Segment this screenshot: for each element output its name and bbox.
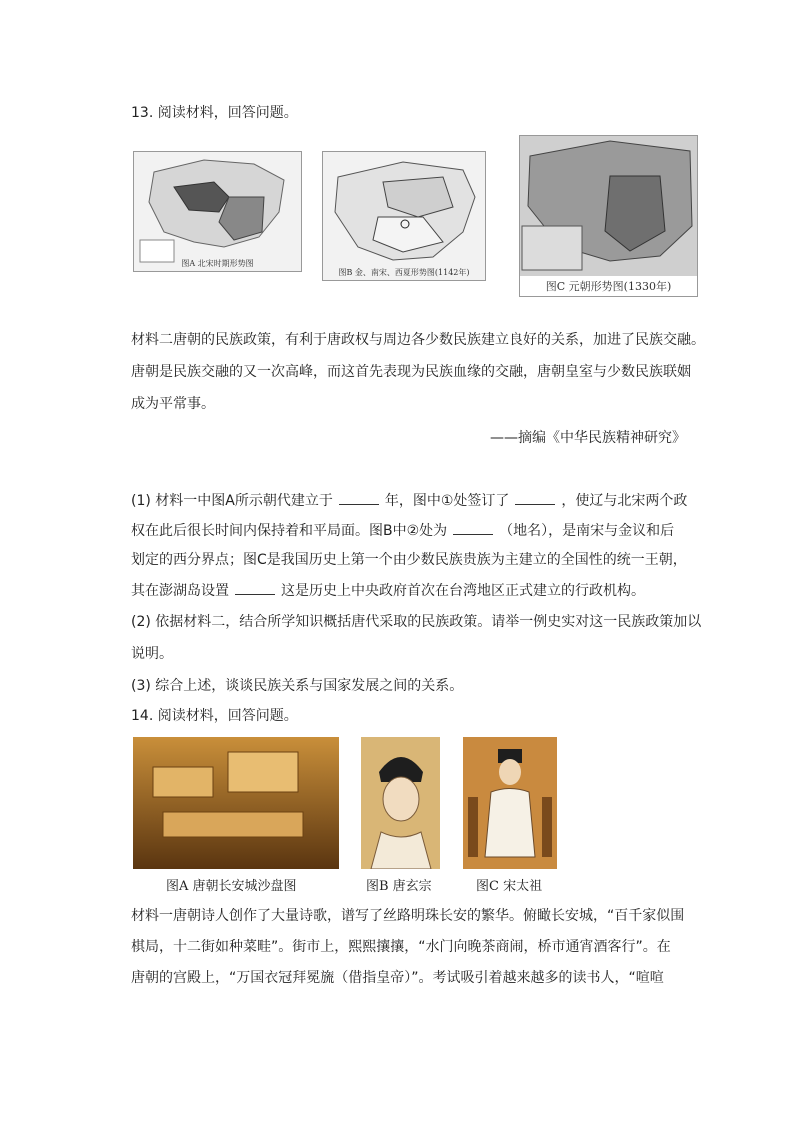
jin-song-map-image	[323, 152, 485, 280]
q13-sub1-line4	[131, 580, 645, 601]
map-jin-southern-song	[322, 151, 486, 281]
q13-sub1-line1	[131, 490, 687, 511]
xuanzong-image	[361, 737, 440, 869]
q13-sub1-line2	[131, 520, 674, 541]
sub1-text-e: （地名），是南宋与金议和后	[499, 523, 675, 539]
map-yuan	[519, 135, 698, 297]
q13-material2-line2: 唐朝是民族交融的又一次高峰，而这首先表现为民族血缘的交融，唐朝皇室与少数民族联姻	[131, 364, 691, 380]
sub1-text-f: 其在澎湖岛设置	[131, 583, 229, 599]
q13-sub1-line3: 划定的西分界点；图C是我国历史上第一个由少数民族贵族为主建立的全国性的统一王朝，	[131, 552, 687, 568]
sub1-text-g: 这是历史上中央政府首次在台湾地区正式建立的行政机构。	[281, 583, 645, 599]
changan-model-image	[133, 737, 339, 869]
map-northern-song	[133, 151, 302, 272]
answer-blank-year[interactable]	[339, 490, 379, 505]
q13-sub2-line1: (2) 依据材料二，结合所学知识概括唐代采取的民族政策。请举一例史实对这一民族政策加以	[131, 614, 702, 630]
tang-xuanzong-portrait	[361, 737, 440, 869]
map-c-caption: 图C 元朝形势图(1330年)	[520, 276, 697, 296]
material-source: ——摘编《中华民族精神研究》	[490, 430, 686, 446]
sub1-text-c: ，使辽与北宋两个政	[561, 493, 688, 509]
q14-material1-line1: 材料一唐朝诗人创作了大量诗歌，谱写了丝路明珠长安的繁华。俯瞰长安城，“百千家似围	[131, 908, 685, 924]
photo-c-caption: 图C 宋太祖	[476, 879, 543, 894]
yuan-map-image	[520, 136, 697, 296]
song-taizu-portrait	[463, 737, 557, 869]
photo-b-caption: 图B 唐玄宗	[366, 879, 432, 894]
map-b-caption: 图B 金、南宋、西夏形势图(1142年)	[338, 268, 470, 277]
taizu-image	[463, 737, 557, 869]
answer-blank-place[interactable]	[453, 520, 493, 535]
answer-blank-treaty[interactable]	[515, 490, 555, 505]
q13-material2-line1: 材料二唐朝的民族政策，有利于唐政权与周边各少数民族建立良好的关系，加进了民族交融。	[131, 332, 705, 348]
q14-material1-line2: 棋局，十二街如种菜畦”。街市上，熙熙攘攘，“水门向晚茶商闹，桥市通宵酒客行”。在	[131, 939, 671, 955]
northern-song-map-image	[134, 152, 301, 271]
q13-sub3: (3) 综合上述，谈谈民族关系与国家发展之间的关系。	[131, 678, 464, 694]
q13-sub2-line2: 说明。	[131, 646, 173, 662]
q13-material2-line3: 成为平常事。	[131, 396, 215, 412]
sub1-text-d: 权在此后很长时间内保持着和平局面。图B中②处为	[131, 523, 448, 539]
photo-a-caption: 图A 唐朝长安城沙盘图	[166, 879, 297, 894]
map-a-caption: 图A 北宋时期形势图	[181, 259, 254, 268]
q14-material1-line3: 唐朝的宫殿上，“万国衣冠拜冕旒（借指皇帝）”。考试吸引着越来越多的读书人，“喧喧	[131, 970, 664, 986]
sub1-text-b: 年，图中①处签订了	[384, 493, 510, 509]
q13-heading: 13. 阅读材料，回答问题。	[131, 105, 298, 121]
q14-heading: 14. 阅读材料，回答问题。	[131, 708, 298, 724]
sub1-text-a: (1) 材料一中图A所示朝代建立于	[131, 493, 333, 509]
answer-blank-institution[interactable]	[235, 580, 275, 595]
changan-model-photo	[133, 737, 339, 869]
